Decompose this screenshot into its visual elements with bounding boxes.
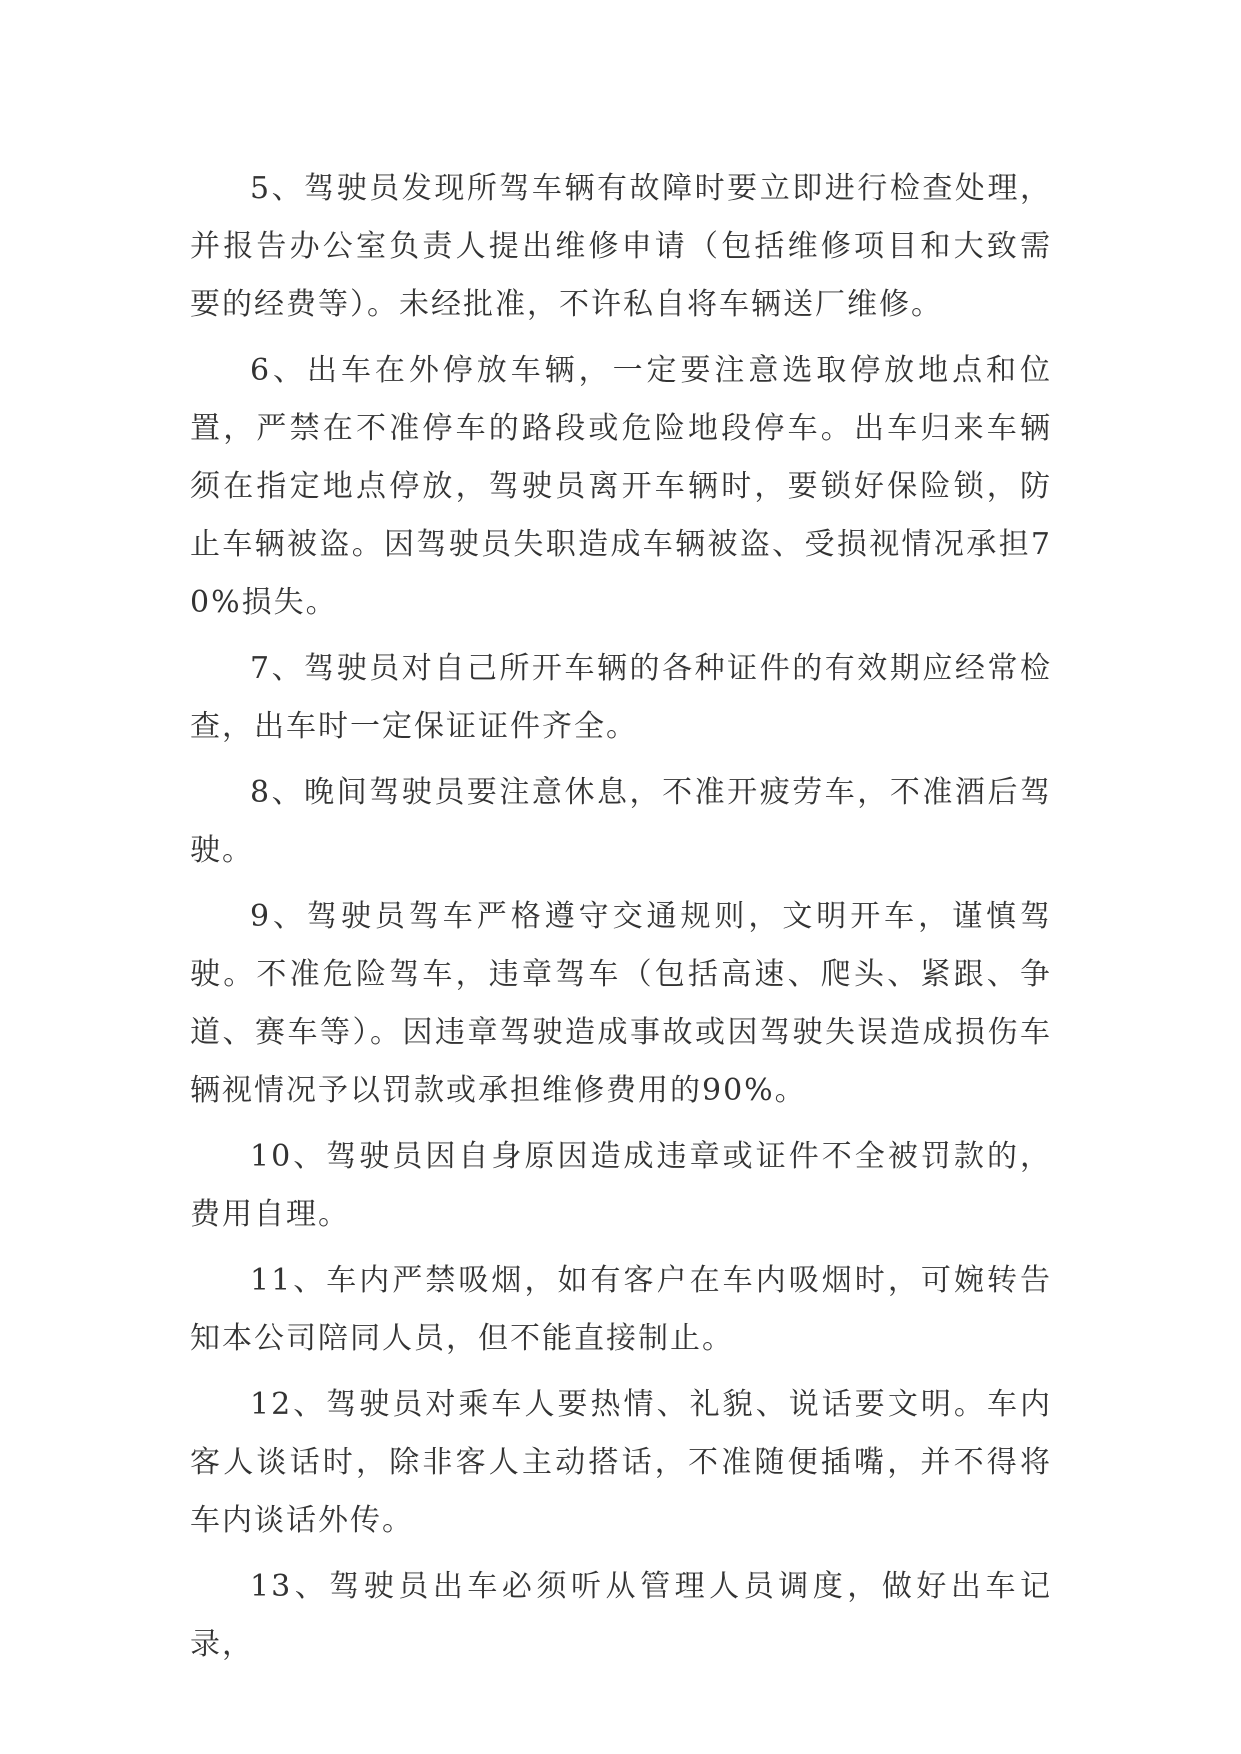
paragraph-rule-11: 11、车内严禁吸烟，如有客户在车内吸烟时，可婉转告知本公司陪同人员，但不能直接制止。	[190, 1263, 1052, 1356]
paragraph-rule-10: 10、驾驶员因自身原因造成违章或证件不全被罚款的，费用自理。	[190, 1139, 1052, 1232]
paragraph-rule-6: 6、出车在外停放车辆，一定要注意选取停放地点和位置，严禁在不准停车的路段或危险地段停车。出车归来车辆须在指定地点停放，驾驶员离开车辆时，要锁好保险锁，防止车辆被盗。因驾驶员失职造成车辆被盗、受损视情况承担70%损失。	[190, 353, 1052, 620]
paragraph-rule-12: 12、驾驶员对乘车人要热情、礼貌、说话要文明。车内客人谈话时，除非客人主动搭话，不准随便插嘴，并不得将车内谈话外传。	[190, 1387, 1052, 1538]
paragraph-rule-8: 8、晚间驾驶员要注意休息，不准开疲劳车，不准酒后驾驶。	[190, 775, 1052, 868]
document-body	[190, 160, 1052, 1682]
paragraph-rule-9: 9、驾驶员驾车严格遵守交通规则，文明开车，谨慎驾驶。不准危险驾车，违章驾车（包括高速、爬头、紧跟、争道、赛车等）。因违章驾驶造成事故或因驾驶失误造成损伤车辆视情况予以罚款或承担维修费用的90%。	[190, 899, 1052, 1108]
paragraph-rule-13: 13、驾驶员出车必须听从管理人员调度，做好出车记录，	[190, 1569, 1052, 1662]
paragraph-rule-7: 7、驾驶员对自己所开车辆的各种证件的有效期应经常检查，出车时一定保证证件齐全。	[190, 651, 1052, 744]
paragraph-rule-5: 5、驾驶员发现所驾车辆有故障时要立即进行检查处理，并报告办公室负责人提出维修申请（包括维修项目和大致需要的经费等）。未经批准，不许私自将车辆送厂维修。	[190, 171, 1052, 322]
